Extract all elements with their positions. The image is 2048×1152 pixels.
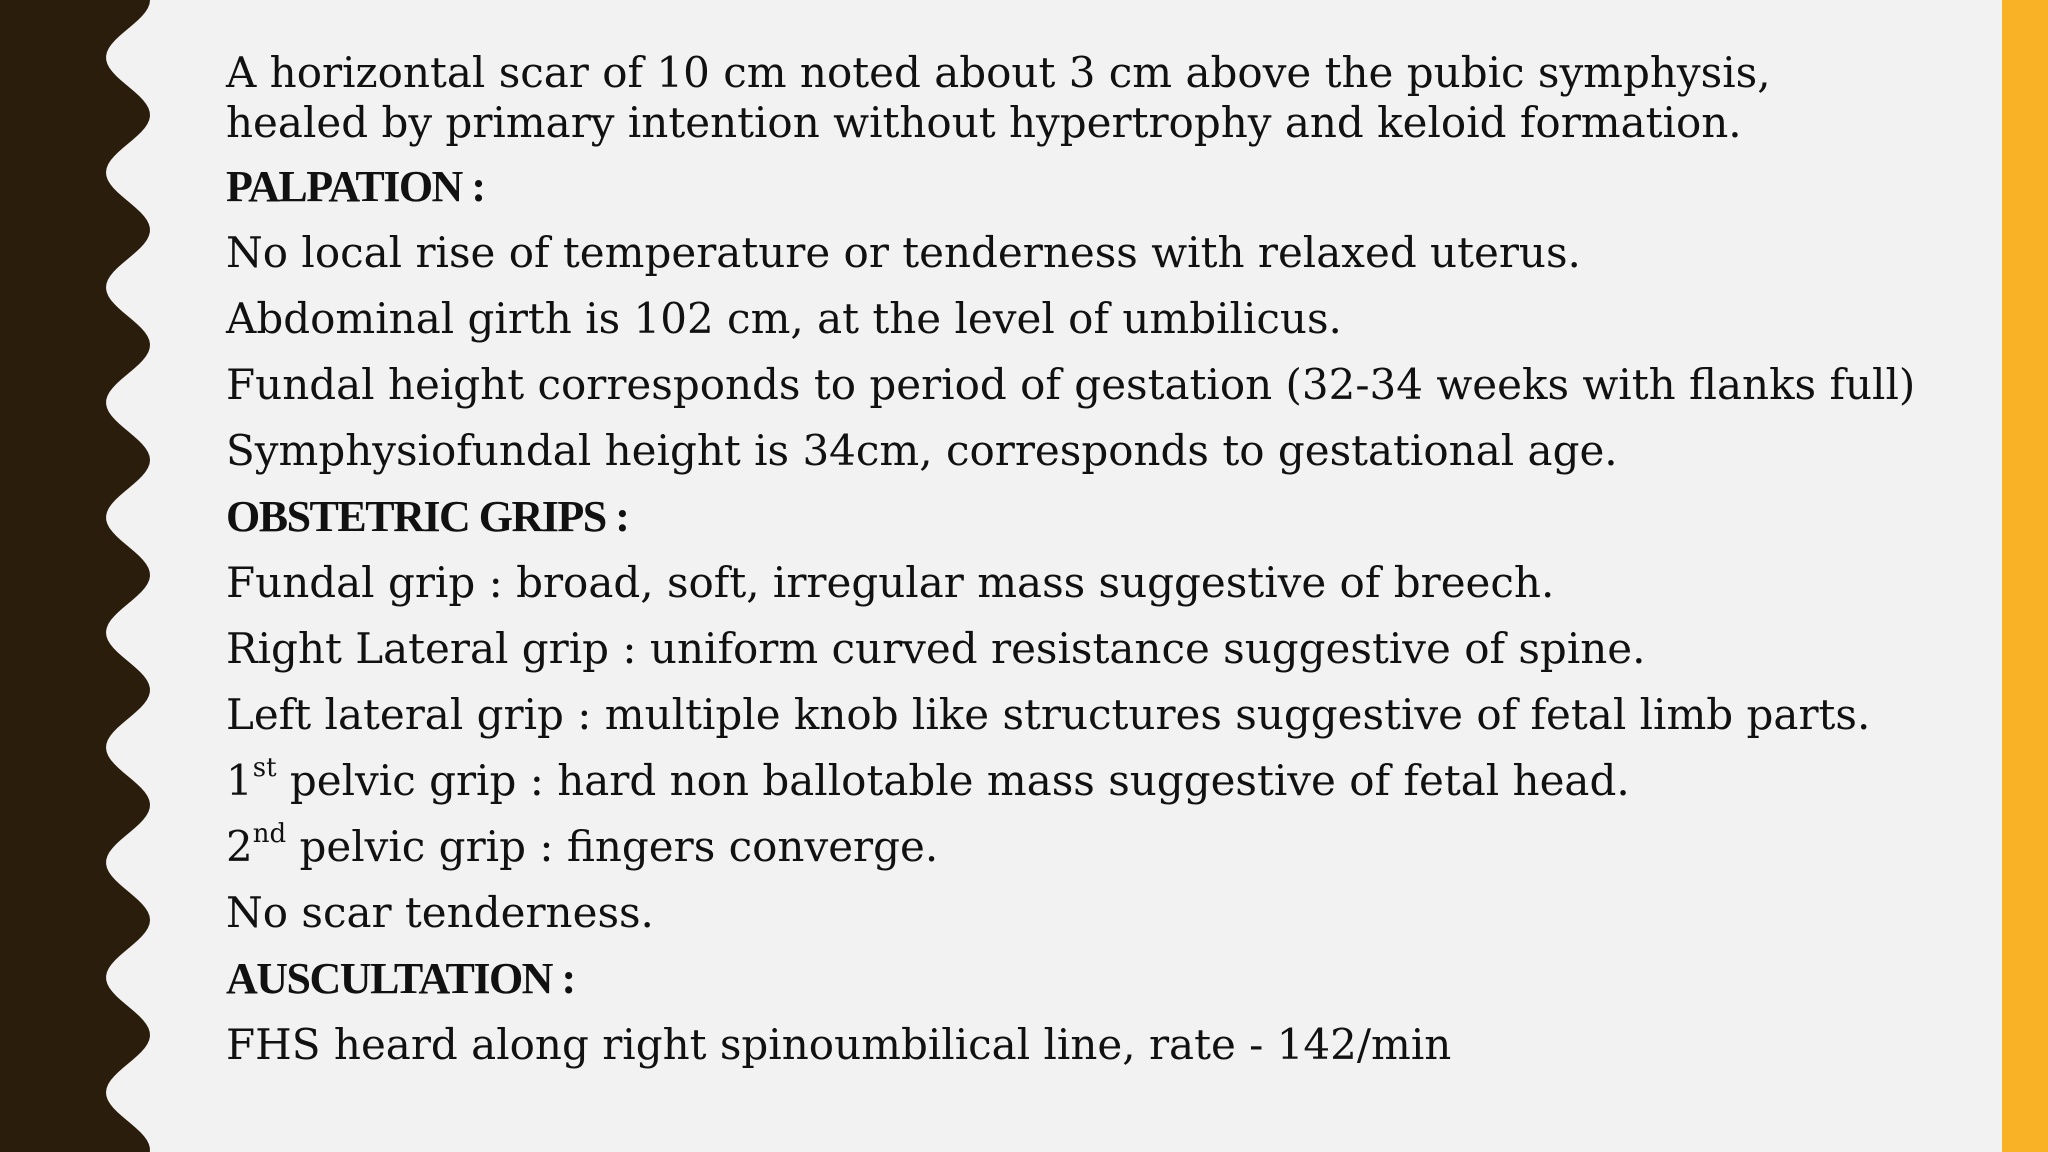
second-pelvic-grip	[226, 819, 1926, 872]
second-pelvic-number: 2	[226, 822, 253, 871]
first-pelvic-number: 1	[226, 756, 253, 805]
fhs-line: FHS heard along right spinoumbilical line, rate - 142/min	[226, 1020, 1452, 1069]
right-accent-band	[2002, 0, 2048, 1152]
first-pelvic-grip	[226, 753, 1926, 806]
palpation-temperature: No local rise of temperature or tenderness with relaxed uterus.	[226, 228, 1581, 277]
first-pelvic-text: pelvic grip : hard non ballotable mass suggestive of fetal head.	[276, 756, 1630, 805]
scar-tenderness: No scar tenderness.	[226, 888, 654, 937]
fundal-grip: Fundal grip : broad, soft, irregular mass suggestive of breech.	[226, 558, 1555, 607]
slide-content	[226, 48, 1926, 1070]
obstetric-grips-heading: OBSTETRIC GRIPS :	[226, 492, 629, 541]
first-pelvic-suffix: st	[252, 753, 277, 783]
right-lateral-grip: Right Lateral grip : uniform curved resistance suggestive of spine.	[226, 624, 1646, 673]
scar-description: A horizontal scar of 10 cm noted about 3 cm above the pubic symphysis, healed by primary intention without hypertrophy and keloid formation.	[226, 48, 1771, 147]
left-lateral-grip: Left lateral grip : multiple knob like structures suggestive of fetal limb parts.	[226, 690, 1871, 739]
auscultation-heading: AUSCULTATION :	[226, 954, 575, 1003]
second-pelvic-text: pelvic grip : fingers converge.	[286, 822, 939, 871]
second-pelvic-suffix: nd	[252, 819, 287, 849]
palpation-fundal-height: Fundal height corresponds to period of gestation (32-34 weeks with flanks full)	[226, 360, 1916, 409]
palpation-sfh: Symphysiofundal height is 34cm, corresponds to gestational age.	[226, 426, 1618, 475]
palpation-heading: PALPATION :	[226, 162, 485, 211]
left-wavy-band-shape	[0, 0, 150, 1152]
left-wavy-band	[0, 0, 160, 1152]
palpation-girth: Abdominal girth is 102 cm, at the level of umbilicus.	[226, 294, 1342, 343]
